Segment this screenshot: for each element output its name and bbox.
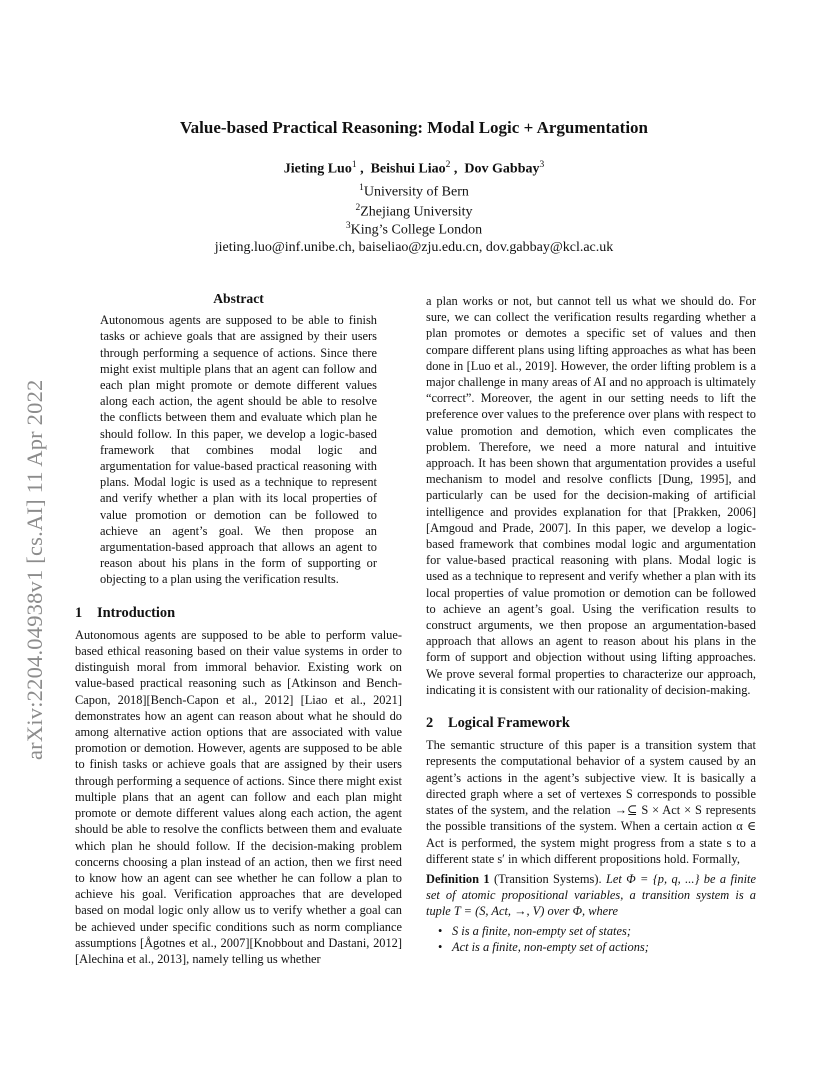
intro-text-continued: a plan works or not, but cannot tell us what we should do. For sure, we can collect the verification results regarding whether a plan promotes or demotes a specific set of values and then compare different plans using lifting approaches as what has been done in [Luo et al., 2019]. However, the order lifting problem is a major challenge in many areas of AI and no approach is ultimately “correct”. Moreover, the agent in our setting needs to lift the preference over values to the preference over plans with respect to value promotion and demotion, which even complicates the problem. Therefore, we need a more natural and intuitive approach. It has been shown that argumentation provides a useful mechanism to model and resolve conflicts [Dung, 1995], and particularly can be used for the decision-making of artificial intelligence and provides explanation for that [Prakken, 2006][Amgoud and Prade, 2007]. In this paper, we develop a logic-based framework that combines modal logic and argumentation for value-based practical reasoning with plans. Modal logic is used as a technique to represent and verify whether a plan with its local properties of value promotion or demotion can be followed to achieve an agent’s goal. Using the verification results to construct arguments, we then propose an argumentation-based approach that allows an agent to reason about his plans in the form of support and objection without using lifting approaches. We prove several formal properties to characterize our approach, indicating it is consistent with our rationality of decision-making.: [426, 294, 756, 697]
author-name: Jieting Luo: [283, 161, 352, 177]
affiliation: $^2$Zhejiang University: [355, 203, 473, 220]
abstract-heading: Abstract: [213, 291, 264, 306]
affiliation: $^3$King’s College London: [345, 221, 483, 238]
author-emails: jieting.luo@inf.unibe.ch, baiseliao@zju.edu.cn, dov.gabbay@kcl.ac.uk: [214, 240, 614, 255]
author-name: Dov Gabbay: [464, 161, 540, 177]
left-column: [75, 291, 402, 967]
definition-1: Definition 1 (Transition Systems). Let Φ = {p, q, ...} be a finite set of atomic propositional variables, a transition system is a tuple T = (S, Act, →, V) over Φ, where: [426, 871, 756, 919]
right-column: [426, 293, 756, 955]
paper-title: Value-based Practical Reasoning: Modal Logic + Argumentation: [179, 118, 649, 137]
affiliation: $^1$University of Bern: [359, 183, 469, 200]
section-heading: 1 Introduction: [75, 604, 176, 621]
list-item: • S is a finite, non-empty set of states;: [426, 923, 756, 939]
author-name: Beishui Liao: [370, 161, 446, 177]
section2-text: The semantic structure of this paper is a transition system that represents the computational behavior of a system caused by an agent’s actions in the agent’s subjective view. It is basically a directed graph where a set of vertexes S corresponds to possible states of the system, and the relation →⊆ S × Act × S represents the possible transitions of the system. When a certain action α ∈ Act is performed, the system might progress from a state s to a different state s′ in which different propositions hold. Formally,: [426, 738, 756, 866]
arxiv-stamp: arXiv:2204.04938v1 [cs.AI] 11 Apr 2022: [22, 379, 47, 760]
author-list: Jieting Luo$^1$ , Beishui Liao$^2$ , Dov Gabbay$^3$: [283, 160, 545, 177]
abstract-text: Autonomous agents are supposed to be able to finish tasks or achieve goals that are assigned by their users through performing a sequence of actions. Since there might exist multiple plans that an agent can follow and each plan might promote or demote different values along each action, the agent should be able to resolve the conflicts between them and evaluate which plan he should follow. In this paper, we develop a logic-based framework that combines modal logic and argumentation for value-based practical reasoning with plans. Modal logic is used as a technique to represent and verify whether a plan with its local properties of value promotion or demotion can be followed to achieve an agent’s goal. We then propose an argumentation-based approach that allows an agent to reason about his plans in the form of supporting or objecting to a plan using the verification results.: [100, 313, 377, 587]
list-item: • Act is a finite, non-empty set of actions;: [426, 939, 756, 955]
definition-list: [426, 923, 756, 955]
section-heading: 2 Logical Framework: [426, 715, 570, 732]
intro-text: Autonomous agents are supposed to be able to perform value-based ethical reasoning based on their value systems in order to distinguish moral from immoral behavior. Existing work on value-based practical reasoning such as [Atkinson and Bench-Capon, 2018][Bench-Capon et al., 2012] [Liao et al., 2021] demonstrates how an agent can reason about what he should do among alternative action options that are associated with value promotion or demotion. However, agents are supposed to be able to finish tasks or achieve goals that are assigned by their users through performing a sequence of actions. Since there might exist multiple plans that an agent can follow and each plan might promote or demote different values along each action, the agent should be able to resolve the conflicts between them and evaluate which plan he should follow. If the decision-making problem concerns choosing a plan instead of an action, then we first need to know how an agent can see whether he can follow a plan to achieve his goal. Verification approaches that are developed based on modal logic only allow us to verify whether a goal can be achieved under specific conditions such as norm compliance assumptions [Ågotnes et al., 2007][Knobbout and Dastani, 2012][Alechina et al., 2013], namely telling us whether: [75, 627, 402, 966]
